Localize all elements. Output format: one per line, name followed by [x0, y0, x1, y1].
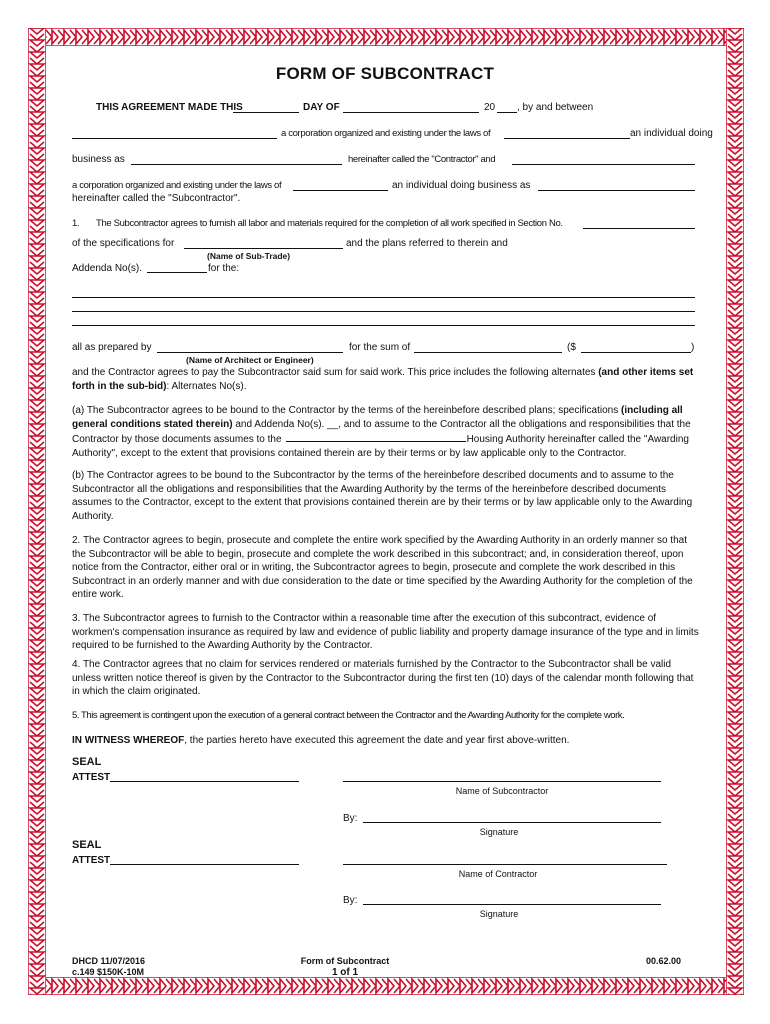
- prepared-by-label: all as prepared by: [72, 342, 152, 353]
- individual-dba-label: an individual doing business as: [392, 180, 531, 191]
- signature-caption-2: Signature: [479, 909, 519, 919]
- clause4: 4. The Contractor agrees that no claim for services rendered or materials furnished by the Contractor to the Subcontractor shall be valid unless written notice thereof is given by the Contractor to the Subcontractor during the first ten (10) days of the calendar month following that in which the claim originated.: [72, 659, 694, 697]
- work-description-line-3[interactable]: [72, 325, 695, 326]
- attest-label-1: ATTEST: [72, 772, 111, 783]
- decorative-border-top: [28, 28, 744, 46]
- state-blank[interactable]: [504, 138, 630, 139]
- pay-paragraph: and the Contractor agrees to pay the Subcontractor said sum for said work. This price includes the following alternates (and other items set forth in the sub-bid): Alternates No(s).: [72, 367, 694, 392]
- footer-page-number: 1 of 1: [331, 967, 359, 978]
- specs-for-label: of the specifications for: [72, 238, 175, 249]
- hereinafter-subcontractor-label: hereinafter called the "Subcontractor".: [72, 193, 241, 204]
- hereinafter-contractor-label: hereinafter called the "Contractor" and: [348, 154, 496, 165]
- architect-caption: (Name of Architect or Engineer): [186, 355, 314, 365]
- paragraph-a: (a) The Subcontractor agrees to be bound to the Contractor by the terms of the hereinbefore described plans; specifications (including all general conditions stated therein) and Addenda No(s). __, and to assume to the Contractor all the obligations and responsibilities that the Contractor by those documents assumes to the Housing Authority hereinafter called the "Awarding Authority", except to the extent that provisions contained therein are by their terms or by law applicable only to the Contractor.: [72, 405, 691, 459]
- work-description-line-2[interactable]: [72, 311, 695, 312]
- year-blank[interactable]: [497, 112, 517, 113]
- page-title: FORM OF SUBCONTRACT: [275, 64, 495, 83]
- day-blank[interactable]: [233, 112, 299, 113]
- signature-caption-1: Signature: [479, 827, 519, 837]
- paragraph-b: (b) The Contractor agrees to be bound to the Subcontractor by the terms of the hereinbefore described documents and to assume to the Subcontractor all the obligations and responsibilities that the Awarding Authority by the terms of the hereinbefore described documents assumes to the Contractor, except to the extent that provisions contained therein are by their terms or by law applicable only to the Awarding Authority.: [72, 470, 693, 522]
- plans-referred-label: and the plans referred to therein and: [346, 238, 508, 249]
- clause3: 3. The Subcontractor agrees to furnish to the Contractor within a reasonable time after the execution of this subcontract, evidence of workmen's compensation insurance as required by law and evidence of public liability and property damage insurance of the type and in limits required to be furnished to the Awarding Authority by the Contractor.: [72, 613, 699, 651]
- section-no-blank[interactable]: [583, 228, 695, 229]
- seal-label-1: SEAL: [72, 756, 102, 768]
- subtrade-blank[interactable]: [184, 248, 343, 249]
- clause1-number: 1.: [72, 218, 80, 229]
- by-label-2: By:: [343, 895, 358, 906]
- for-the-label: for the:: [208, 263, 240, 274]
- decorative-border-right: [726, 28, 744, 995]
- corp-org2-label: a corporation organized and existing under the laws of: [72, 180, 282, 191]
- subcontractor-name-sign-blank[interactable]: [343, 781, 661, 782]
- day-of-label: DAY OF: [303, 102, 340, 113]
- business-as-label: business as: [72, 154, 125, 165]
- decorative-border-left: [28, 28, 46, 995]
- subcontractor-signature-blank[interactable]: [363, 822, 661, 823]
- sum-of-label: for the sum of: [349, 342, 411, 353]
- business-as-blank[interactable]: [131, 164, 342, 165]
- by-and-between: , by and between: [517, 102, 594, 113]
- witness-line: IN WITNESS WHEREOF, the parties hereto have executed this agreement the date and year first above-written.: [72, 735, 570, 746]
- sum-figures-blank[interactable]: [581, 352, 691, 353]
- name-of-contractor-caption: Name of Contractor: [458, 869, 538, 879]
- individual-doing-label: an individual doing: [630, 128, 713, 139]
- agreement-made-label: THIS AGREEMENT MADE THIS: [96, 102, 243, 113]
- footer-section-number: 00.62.00: [646, 956, 682, 966]
- paren-dollar: ($: [567, 342, 576, 353]
- housing-authority-blank[interactable]: [286, 431, 466, 442]
- decorative-border-bottom: [28, 977, 744, 995]
- attest-blank-2[interactable]: [110, 864, 299, 865]
- state2-blank[interactable]: [293, 190, 388, 191]
- paren-close: ): [691, 342, 695, 353]
- attest-label-2: ATTEST: [72, 855, 111, 866]
- addenda-blank[interactable]: [147, 272, 207, 273]
- name-of-subcontractor-caption: Name of Subcontractor: [455, 786, 549, 796]
- contractor-signature-blank[interactable]: [363, 904, 661, 905]
- clause5: 5. This agreement is contingent upon the execution of a general contract between the Contractor and the Awarding Authority for the complete work.: [72, 710, 625, 721]
- dba-blank[interactable]: [538, 190, 695, 191]
- corp-org-label: a corporation organized and existing under the laws of: [281, 128, 491, 139]
- work-description-line-1[interactable]: [72, 297, 695, 298]
- subtrade-caption: (Name of Sub-Trade): [207, 251, 291, 261]
- architect-blank[interactable]: [157, 352, 343, 353]
- month-blank[interactable]: [343, 112, 479, 113]
- attest-blank-1[interactable]: [110, 781, 299, 782]
- contractor-name-sign-blank[interactable]: [343, 864, 667, 865]
- subcontractor-name-blank[interactable]: [512, 164, 695, 165]
- footer-form-name: Form of Subcontract: [300, 956, 390, 966]
- sum-words-blank[interactable]: [414, 352, 562, 353]
- contractor-name-blank[interactable]: [72, 138, 277, 139]
- clause2: 2. The Contractor agrees to begin, prosecute and complete the entire work specified by the Awarding Authority in an orderly manner so that the Subcontractor will be able to begin, prosecute and complete the work described in this subcontract; and, in consideration thereof, upon notice from the Contractor, either oral or in writing, the Subcontractor agrees to begin, prosecute and complete the work described in this Subcontract in an orderly manner and with due consideration to the date or time specified by the Awarding Authority for the completion of the entire work.: [72, 535, 693, 600]
- by-label-1: By:: [343, 813, 358, 824]
- addenda-label: Addenda No(s).: [72, 263, 143, 274]
- year-prefix: 20: [484, 102, 496, 113]
- seal-label-2: SEAL: [72, 839, 102, 851]
- clause1-text: The Subcontractor agrees to furnish all labor and materials required for the completion of all work specified in Section No.: [96, 218, 563, 229]
- footer-code: c.149 $150K-10M: [72, 967, 145, 977]
- footer-dhcd-date: DHCD 11/07/2016: [72, 956, 146, 966]
